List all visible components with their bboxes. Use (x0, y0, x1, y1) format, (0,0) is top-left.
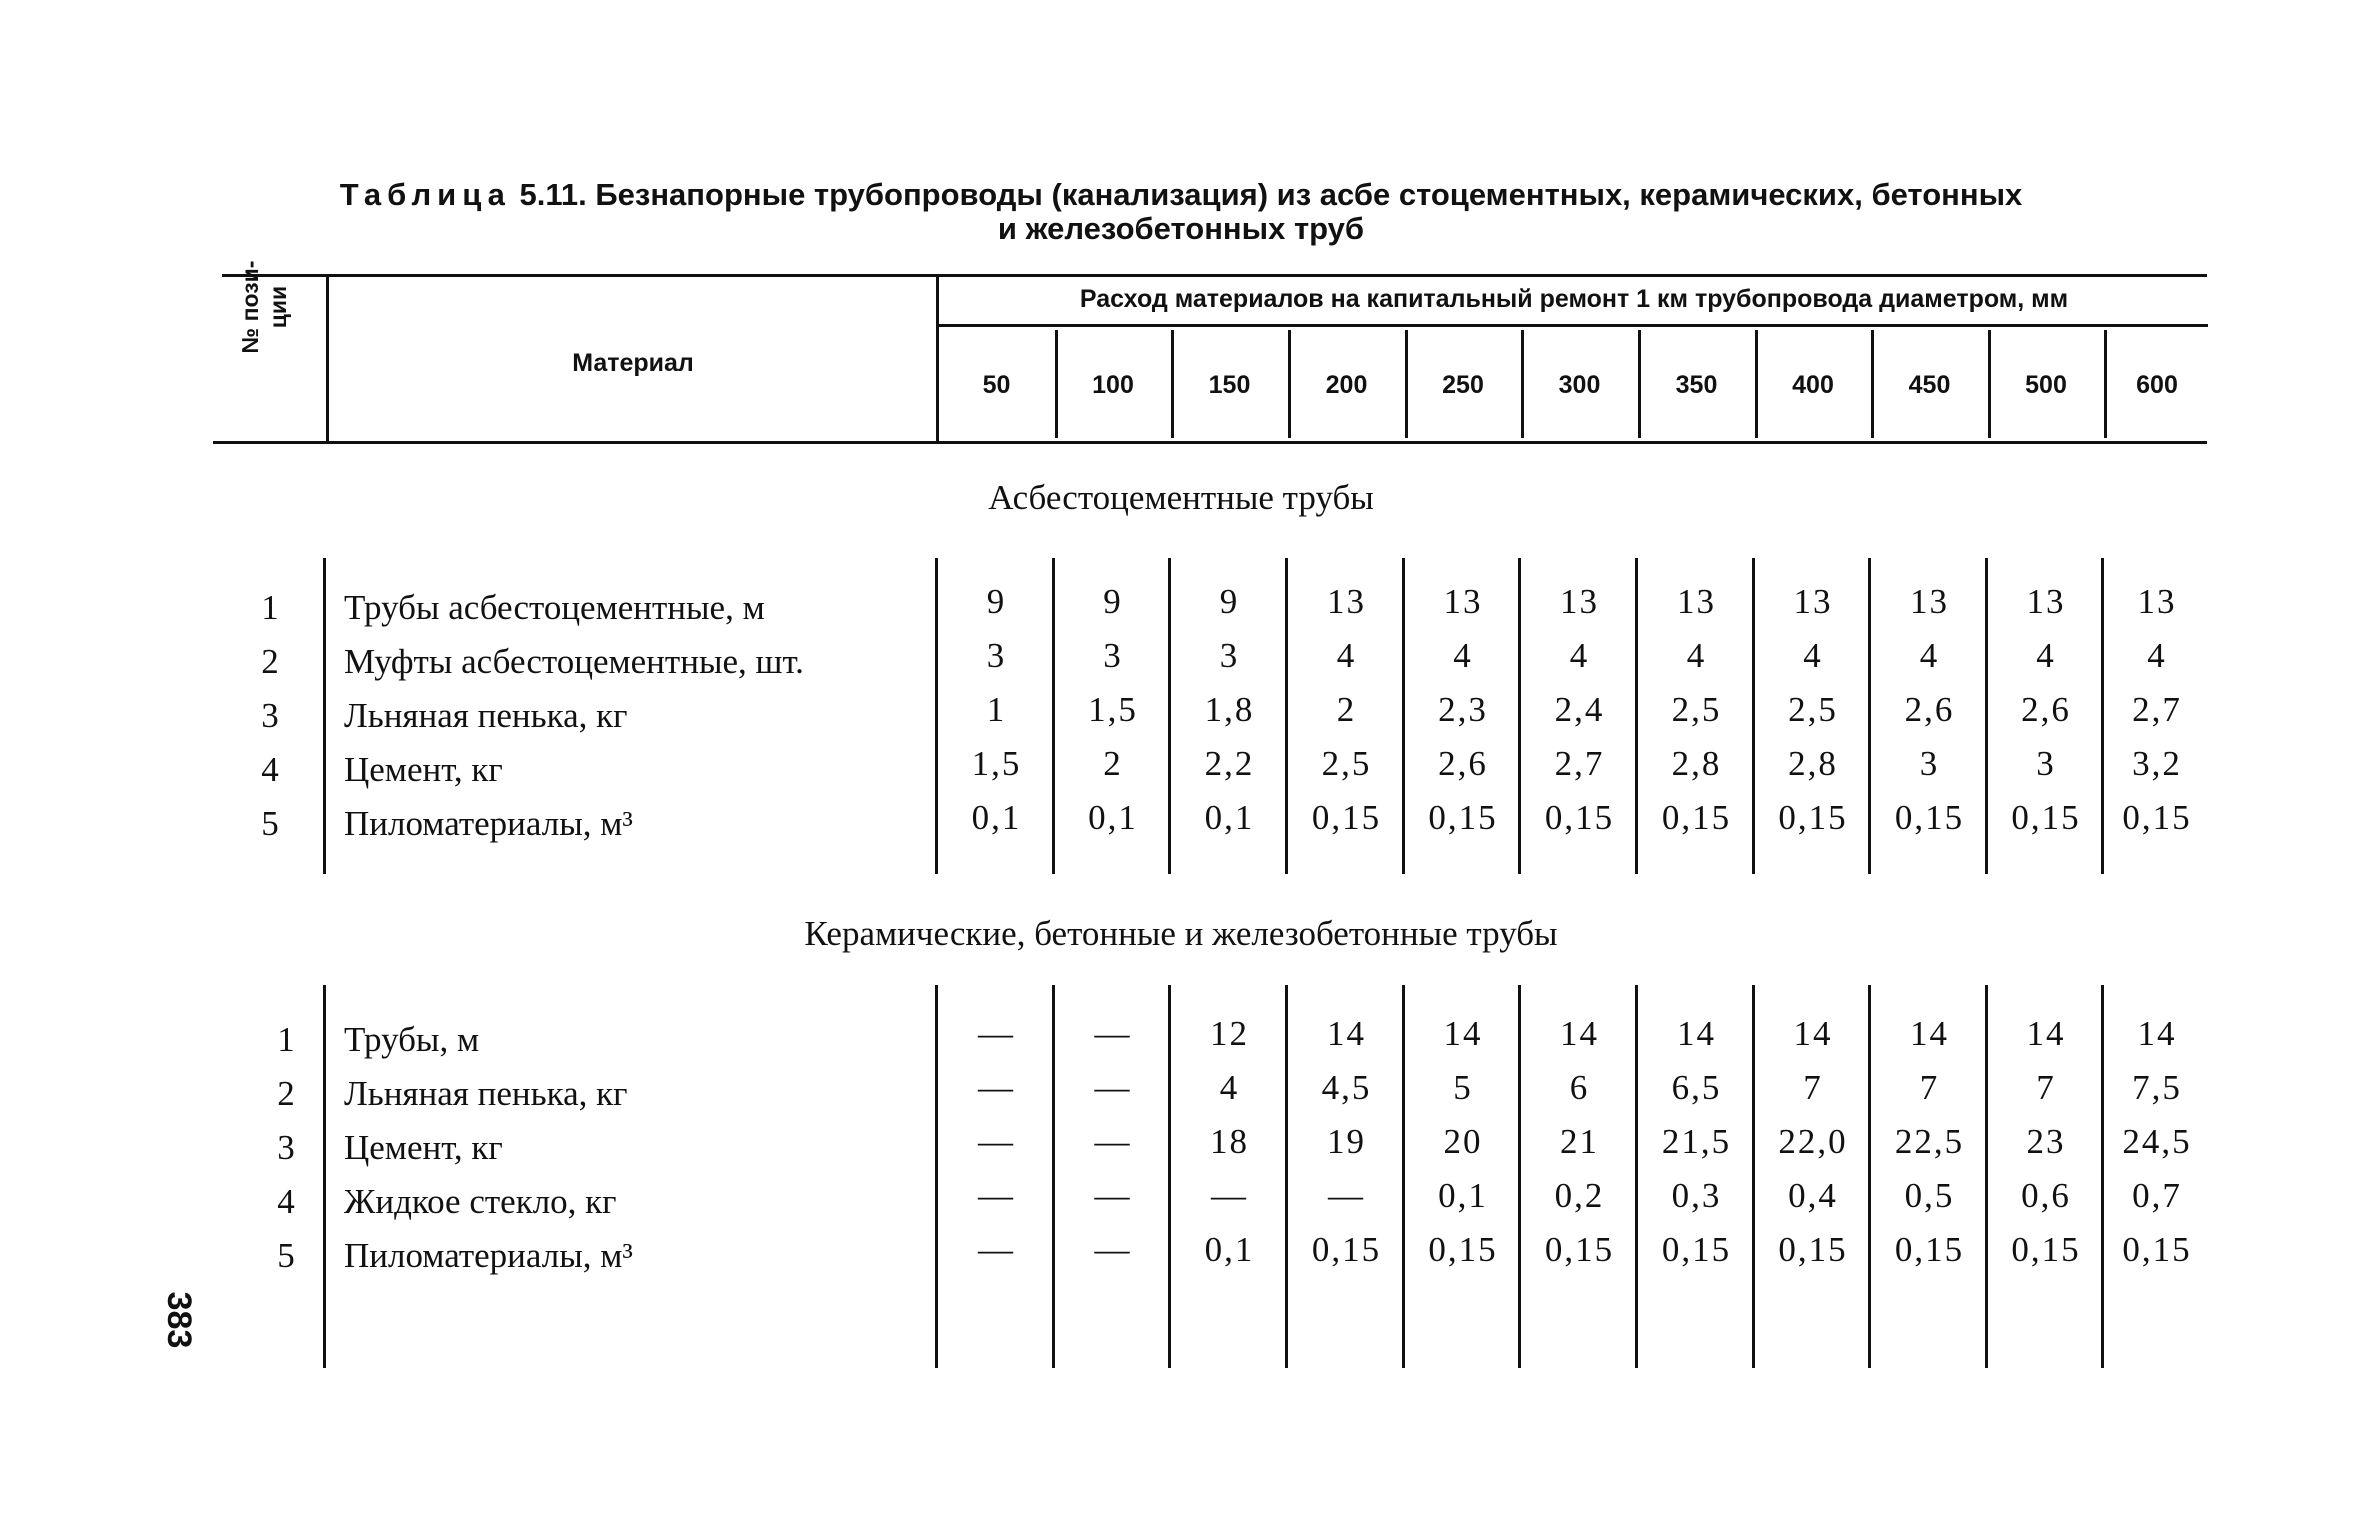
column-divider (1518, 985, 1521, 1368)
header-bottom-rule (213, 441, 2207, 444)
header-column-divider (1638, 330, 1641, 438)
row-value-cell: 14 (1910, 1014, 1949, 1053)
column-divider (1052, 558, 1055, 874)
row-value-cell: 13 (1793, 582, 1833, 621)
diameter-header-cell: 500 (2025, 371, 2067, 399)
row-value-cell: 2,6 (1904, 690, 1955, 729)
row-value-cell: 0,15 (2011, 798, 2081, 837)
row-value-cell: 0,5 (1904, 1176, 1955, 1215)
row-value-cell: — (1094, 1014, 1132, 1053)
row-value-cell: 2 (1336, 690, 1357, 729)
column-divider (1635, 985, 1638, 1368)
row-value-cell: 0,1 (1438, 1176, 1488, 1215)
row-value-cell: 4 (1919, 636, 1940, 675)
row-value-cell: 2,7 (2132, 690, 2182, 729)
row-value-cell: 0,15 (1544, 798, 1615, 837)
row-value-cell: 0,15 (2011, 1230, 2081, 1269)
material-header: Материал (572, 349, 694, 377)
row-value-cell: 0,15 (1544, 1230, 1615, 1269)
consumption-header: Расход материалов на капитальный ремонт 1 км трубопровода диаметром, мм (1079, 285, 2069, 313)
row-value-cell: 3 (986, 636, 1007, 675)
row-value-cell: 9 (1219, 582, 1240, 621)
row-value-cell: 0,15 (2122, 798, 2192, 837)
row-value-cell: — (1328, 1176, 1365, 1215)
row-value-cell: 14 (2137, 1014, 2177, 1053)
row-value-cell: 4 (1453, 636, 1473, 675)
row-value-cell: 6,5 (1671, 1068, 1722, 1107)
row-value-cell: 9 (1103, 582, 1123, 621)
section-title: Асбестоцементные трубы (988, 478, 1374, 517)
row-material-name: Цемент, кг (344, 750, 503, 789)
row-value-cell: 4 (1219, 1068, 1240, 1107)
row-position-number: 2 (261, 642, 279, 681)
row-value-cell: 0,1 (1088, 798, 1138, 837)
column-divider (1285, 985, 1288, 1368)
header-top-rule (222, 274, 2207, 277)
row-value-cell: 0,15 (1894, 1230, 1965, 1269)
row-position-number: 1 (261, 588, 279, 627)
table-title-line2: и железобетонных труб (997, 211, 1365, 246)
row-value-cell: 7 (2036, 1068, 2056, 1107)
header-column-divider (2104, 330, 2107, 438)
row-value-cell: 13 (1443, 582, 1483, 621)
row-material-name: Пиломатериалы, м³ (344, 1236, 633, 1275)
row-value-cell: 1 (986, 690, 1007, 729)
row-position-number: 5 (277, 1236, 295, 1275)
row-value-cell: 13 (2137, 582, 2177, 621)
row-value-cell: 0,6 (2021, 1176, 2071, 1215)
row-value-cell: — (1094, 1122, 1132, 1161)
row-value-cell: 2,5 (1671, 690, 1722, 729)
diameter-header-cell: 350 (1675, 371, 1718, 399)
row-value-cell: 1,5 (1088, 690, 1138, 729)
row-value-cell: 2,5 (1321, 744, 1372, 783)
diameter-header-cell: 600 (2136, 371, 2178, 399)
row-value-cell: 19 (1327, 1122, 1366, 1161)
header-column-divider (1055, 330, 1058, 438)
row-value-cell: 5 (1453, 1068, 1473, 1107)
column-divider (1285, 558, 1288, 874)
row-value-cell: 2,6 (1438, 744, 1488, 783)
row-value-cell: 2,4 (1554, 690, 1605, 729)
row-value-cell: 0,15 (1778, 798, 1848, 837)
header-column-divider (1755, 330, 1758, 438)
table-title-line1 (0, 178, 2362, 212)
row-value-cell: 0,3 (1671, 1176, 1722, 1215)
header-column-divider (1405, 330, 1408, 438)
column-divider (1985, 985, 1988, 1368)
column-divider (1518, 558, 1521, 874)
row-value-cell: 4 (1336, 636, 1357, 675)
row-value-cell: 13 (2026, 582, 2066, 621)
row-value-cell: 24,5 (2122, 1122, 2192, 1161)
row-value-cell: 14 (1677, 1014, 1716, 1053)
column-divider (323, 558, 326, 874)
row-value-cell: 23 (2026, 1122, 2066, 1161)
row-value-cell: 2,7 (1554, 744, 1605, 783)
row-value-cell: 3 (1219, 636, 1240, 675)
row-value-cell: 3,2 (2132, 744, 2182, 783)
row-value-cell: 0,15 (1661, 798, 1732, 837)
column-divider (935, 558, 938, 874)
row-position-number: 2 (277, 1074, 295, 1113)
row-material-name: Жидкое стекло, кг (344, 1182, 617, 1221)
row-value-cell: 22,0 (1778, 1122, 1848, 1161)
row-position-number: 1 (277, 1020, 295, 1059)
row-value-cell: 2,8 (1788, 744, 1838, 783)
row-material-name: Льняная пенька, кг (344, 1074, 628, 1113)
row-value-cell: — (978, 1068, 1015, 1107)
row-value-cell: 0,7 (2132, 1176, 2182, 1215)
row-value-cell: 0,4 (1788, 1176, 1838, 1215)
position-header (236, 260, 296, 387)
row-value-cell: 12 (1210, 1014, 1249, 1053)
row-material-name: Трубы асбестоцементные, м (344, 588, 765, 627)
row-position-number: 3 (261, 696, 279, 735)
header-divider-material (936, 277, 939, 441)
table-caption-text: 5.11. Безнапорные трубопроводы (канализация) из асбе стоцементных, керамических, бетонных (510, 177, 2023, 212)
table-caption-label: Таблица (339, 177, 511, 212)
column-divider (1052, 985, 1055, 1368)
header-column-divider (1288, 330, 1291, 438)
column-divider (1168, 558, 1171, 874)
row-position-number: 4 (261, 750, 279, 789)
column-divider (1752, 985, 1755, 1368)
row-value-cell: 13 (1910, 582, 1949, 621)
page-number: 383 (160, 1291, 198, 1349)
row-value-cell: 1,5 (971, 744, 1022, 783)
row-value-cell: — (1094, 1068, 1132, 1107)
row-value-cell: 14 (1327, 1014, 1366, 1053)
row-value-cell: 4 (2147, 636, 2167, 675)
row-value-cell: 2 (1103, 744, 1123, 783)
diameter-header-cell: 400 (1792, 371, 1834, 399)
column-divider (1752, 558, 1755, 874)
column-divider (1868, 558, 1871, 874)
diameter-header-cell: 150 (1208, 371, 1251, 399)
header-mid-rule (938, 324, 2208, 327)
row-value-cell: — (978, 1230, 1015, 1269)
row-value-cell: 0,15 (1661, 1230, 1732, 1269)
row-value-cell: 2,2 (1204, 744, 1255, 783)
row-value-cell: 3 (1103, 636, 1123, 675)
row-value-cell: — (1094, 1230, 1132, 1269)
row-value-cell: 3 (2036, 744, 2056, 783)
column-divider (1402, 558, 1405, 874)
row-value-cell: 0,2 (1554, 1176, 1605, 1215)
row-value-cell: 7 (1803, 1068, 1823, 1107)
row-value-cell: 3 (1919, 744, 1940, 783)
row-value-cell: 7,5 (2132, 1068, 2182, 1107)
header-column-divider (1988, 330, 1991, 438)
row-value-cell: — (978, 1014, 1015, 1053)
row-value-cell: 0,15 (1311, 798, 1382, 837)
row-value-cell: 4,5 (1321, 1068, 1372, 1107)
row-value-cell: 14 (2026, 1014, 2066, 1053)
column-divider (1985, 558, 1988, 874)
row-value-cell: 4 (1569, 636, 1590, 675)
row-value-cell: 0,15 (1894, 798, 1965, 837)
diameter-header-cell: 200 (1325, 371, 1368, 399)
section-title: Керамические, бетонные и железобетонные трубы (804, 914, 1558, 953)
header-column-divider (1521, 330, 1524, 438)
row-value-cell: 0,15 (1778, 1230, 1848, 1269)
diameter-header-cell: 450 (1908, 371, 1951, 399)
row-value-cell: — (978, 1122, 1015, 1161)
row-value-cell: 7 (1919, 1068, 1940, 1107)
diameter-header-cell: 250 (1442, 371, 1484, 399)
column-divider (1635, 558, 1638, 874)
row-value-cell: 9 (986, 582, 1007, 621)
row-value-cell: — (1211, 1176, 1248, 1215)
header-divider-position (326, 277, 329, 441)
row-material-name: Трубы, м (344, 1020, 480, 1059)
column-divider (1402, 985, 1405, 1368)
row-position-number: 5 (261, 804, 279, 843)
row-value-cell: 0,15 (1311, 1230, 1382, 1269)
row-material-name: Пиломатериалы, м³ (344, 804, 633, 843)
row-value-cell: 20 (1443, 1122, 1483, 1161)
row-value-cell: 14 (1560, 1014, 1599, 1053)
column-divider (935, 985, 938, 1368)
row-value-cell: — (1094, 1176, 1132, 1215)
row-value-cell: 4 (1686, 636, 1707, 675)
row-value-cell: 4 (1803, 636, 1823, 675)
row-value-cell: 0,15 (1428, 798, 1498, 837)
row-value-cell: 13 (1560, 582, 1599, 621)
row-value-cell: 0,1 (1204, 1230, 1255, 1269)
row-position-number: 3 (277, 1128, 295, 1167)
column-divider (1868, 985, 1871, 1368)
row-material-name: Муфты асбестоцементные, шт. (344, 642, 804, 681)
position-header-line2: ции (265, 285, 291, 329)
diameter-header-cell: 300 (1558, 371, 1601, 399)
row-value-cell: 2,8 (1671, 744, 1722, 783)
row-value-cell: 21 (1560, 1122, 1599, 1161)
row-value-cell: 14 (1443, 1014, 1483, 1053)
header-column-divider (1171, 330, 1174, 438)
row-value-cell: 21,5 (1661, 1122, 1732, 1161)
row-value-cell: — (978, 1176, 1015, 1215)
row-value-cell: 14 (1793, 1014, 1833, 1053)
header-column-divider (1871, 330, 1874, 438)
row-position-number: 4 (277, 1182, 295, 1221)
position-header-line1: № пози- (237, 260, 263, 354)
column-divider (323, 985, 326, 1368)
row-value-cell: 2,6 (2021, 690, 2071, 729)
row-material-name: Цемент, кг (344, 1128, 503, 1167)
row-material-name: Льняная пенька, кг (344, 696, 628, 735)
row-value-cell: 1,8 (1204, 690, 1255, 729)
row-value-cell: 0,15 (2122, 1230, 2192, 1269)
diameter-header-cell: 50 (982, 371, 1011, 399)
row-value-cell: 2,5 (1788, 690, 1838, 729)
row-value-cell: 0,15 (1428, 1230, 1498, 1269)
row-value-cell: 13 (1327, 582, 1366, 621)
row-value-cell: 6 (1569, 1068, 1590, 1107)
row-value-cell: 22,5 (1894, 1122, 1965, 1161)
row-value-cell: 0,1 (1204, 798, 1255, 837)
column-divider (1168, 985, 1171, 1368)
diameter-header-cell: 100 (1092, 371, 1134, 399)
row-value-cell: 4 (2036, 636, 2056, 675)
row-value-cell: 18 (1210, 1122, 1249, 1161)
row-value-cell: 0,1 (971, 798, 1022, 837)
row-value-cell: 13 (1677, 582, 1716, 621)
row-value-cell: 2,3 (1438, 690, 1488, 729)
